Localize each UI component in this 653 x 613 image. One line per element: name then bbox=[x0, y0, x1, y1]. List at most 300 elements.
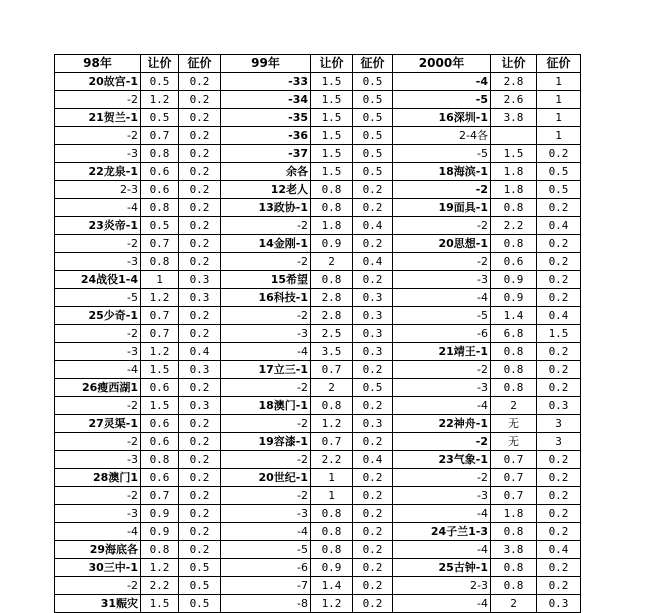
cell-requested-99: 0.2 bbox=[353, 487, 393, 505]
cell-requested-98: 0.2 bbox=[179, 415, 221, 433]
cell-concession-99: 0.8 bbox=[311, 181, 353, 199]
cell-name-2000: -4 bbox=[393, 541, 491, 559]
cell-requested-98: 0.3 bbox=[179, 289, 221, 307]
table-row bbox=[55, 253, 581, 271]
cell-name-98: -3 bbox=[55, 451, 141, 469]
cell-concession-98: 0.6 bbox=[141, 181, 179, 199]
cell-requested-2000: 0.2 bbox=[537, 505, 581, 523]
cell-requested-99: 0.5 bbox=[353, 73, 393, 91]
table-row bbox=[55, 487, 581, 505]
cell-concession-98: 1.2 bbox=[141, 91, 179, 109]
table-row bbox=[55, 217, 581, 235]
cell-concession-2000: 2.6 bbox=[491, 91, 537, 109]
cell-concession-99: 1.5 bbox=[311, 73, 353, 91]
cell-name-2000: -5 bbox=[393, 145, 491, 163]
cell-requested-99: 0.2 bbox=[353, 595, 393, 613]
cell-name-99: -2 bbox=[221, 415, 311, 433]
table-row bbox=[55, 415, 581, 433]
cell-concession-2000: 0.8 bbox=[491, 523, 537, 541]
cell-name-2000: 23气象-1 bbox=[393, 451, 491, 469]
cell-requested-99: 0.5 bbox=[353, 127, 393, 145]
cell-concession-98: 0.7 bbox=[141, 127, 179, 145]
cell-concession-2000: 无 bbox=[491, 433, 537, 451]
cell-requested-2000: 0.5 bbox=[537, 181, 581, 199]
cell-requested-98: 0.2 bbox=[179, 487, 221, 505]
cell-name-2000: -2 bbox=[393, 433, 491, 451]
cell-requested-98: 0.2 bbox=[179, 235, 221, 253]
cell-requested-98: 0.2 bbox=[179, 181, 221, 199]
cell-requested-99: 0.4 bbox=[353, 217, 393, 235]
cell-concession-98: 0.8 bbox=[141, 199, 179, 217]
cell-requested-2000: 1 bbox=[537, 91, 581, 109]
cell-concession-98: 0.8 bbox=[141, 451, 179, 469]
cell-requested-2000: 0.2 bbox=[537, 343, 581, 361]
cell-requested-2000: 0.2 bbox=[537, 469, 581, 487]
cell-concession-99: 1 bbox=[311, 469, 353, 487]
cell-requested-98: 0.2 bbox=[179, 127, 221, 145]
table-row bbox=[55, 595, 581, 613]
cell-name-2000: 20思想-1 bbox=[393, 235, 491, 253]
table-row bbox=[55, 181, 581, 199]
cell-name-98: 24战役1-4 bbox=[55, 271, 141, 289]
cell-concession-99: 0.9 bbox=[311, 235, 353, 253]
cell-requested-99: 0.2 bbox=[353, 235, 393, 253]
cell-name-99: -37 bbox=[221, 145, 311, 163]
cell-requested-98: 0.2 bbox=[179, 469, 221, 487]
table-row bbox=[55, 199, 581, 217]
cell-concession-2000: 2.2 bbox=[491, 217, 537, 235]
cell-requested-2000: 1 bbox=[537, 127, 581, 145]
cell-concession-2000 bbox=[491, 127, 537, 145]
cell-requested-99: 0.2 bbox=[353, 559, 393, 577]
cell-concession-98: 1.5 bbox=[141, 595, 179, 613]
cell-concession-99: 1.8 bbox=[311, 217, 353, 235]
cell-name-98: 27灵渠-1 bbox=[55, 415, 141, 433]
cell-name-98: -3 bbox=[55, 253, 141, 271]
cell-concession-99: 1.5 bbox=[311, 109, 353, 127]
cell-concession-98: 1.2 bbox=[141, 289, 179, 307]
cell-name-2000: 2-4各 bbox=[393, 127, 491, 145]
cell-name-2000: -3 bbox=[393, 487, 491, 505]
cell-concession-98: 1.5 bbox=[141, 361, 179, 379]
cell-requested-99: 0.2 bbox=[353, 397, 393, 415]
cell-concession-98: 0.5 bbox=[141, 109, 179, 127]
header-99-year: 99年 bbox=[221, 55, 311, 73]
cell-requested-98: 0.2 bbox=[179, 163, 221, 181]
cell-concession-98: 0.7 bbox=[141, 325, 179, 343]
table-row bbox=[55, 289, 581, 307]
cell-name-2000: -4 bbox=[393, 505, 491, 523]
cell-requested-2000: 1 bbox=[537, 109, 581, 127]
cell-concession-2000: 0.8 bbox=[491, 235, 537, 253]
cell-requested-98: 0.5 bbox=[179, 577, 221, 595]
cell-name-99: -7 bbox=[221, 577, 311, 595]
cell-name-99: -4 bbox=[221, 343, 311, 361]
cell-requested-99: 0.4 bbox=[353, 451, 393, 469]
cell-concession-99: 2 bbox=[311, 379, 353, 397]
cell-concession-99: 2 bbox=[311, 253, 353, 271]
table-row bbox=[55, 109, 581, 127]
cell-requested-99: 0.2 bbox=[353, 181, 393, 199]
header-99-requested-price: 征价 bbox=[353, 55, 393, 73]
cell-name-98: 23炎帝-1 bbox=[55, 217, 141, 235]
cell-concession-2000: 0.7 bbox=[491, 487, 537, 505]
cell-concession-2000: 2.8 bbox=[491, 73, 537, 91]
cell-concession-99: 0.8 bbox=[311, 505, 353, 523]
cell-name-2000: -3 bbox=[393, 379, 491, 397]
table-row bbox=[55, 343, 581, 361]
cell-name-99: 17立三-1 bbox=[221, 361, 311, 379]
cell-concession-2000: 0.8 bbox=[491, 379, 537, 397]
cell-concession-98: 0.8 bbox=[141, 541, 179, 559]
header-99-concession-price: 让价 bbox=[311, 55, 353, 73]
cell-concession-2000: 0.7 bbox=[491, 451, 537, 469]
cell-concession-2000: 1.8 bbox=[491, 163, 537, 181]
cell-name-98: 20故宫-1 bbox=[55, 73, 141, 91]
table-row bbox=[55, 433, 581, 451]
cell-concession-98: 0.6 bbox=[141, 469, 179, 487]
cell-name-99: 12老人 bbox=[221, 181, 311, 199]
cell-concession-2000: 0.8 bbox=[491, 577, 537, 595]
cell-concession-98: 0.8 bbox=[141, 145, 179, 163]
cell-requested-98: 0.2 bbox=[179, 109, 221, 127]
cell-requested-98: 0.5 bbox=[179, 595, 221, 613]
cell-name-98: -2 bbox=[55, 235, 141, 253]
table-row bbox=[55, 379, 581, 397]
cell-name-98: -5 bbox=[55, 289, 141, 307]
header-2000-year: 2000年 bbox=[393, 55, 491, 73]
cell-concession-2000: 3.8 bbox=[491, 109, 537, 127]
cell-requested-2000: 0.2 bbox=[537, 379, 581, 397]
cell-requested-98: 0.2 bbox=[179, 505, 221, 523]
cell-concession-2000: 0.8 bbox=[491, 199, 537, 217]
cell-requested-98: 0.3 bbox=[179, 361, 221, 379]
cell-concession-2000: 6.8 bbox=[491, 325, 537, 343]
cell-name-98: -3 bbox=[55, 343, 141, 361]
cell-requested-2000: 0.2 bbox=[537, 487, 581, 505]
cell-concession-98: 2.2 bbox=[141, 577, 179, 595]
cell-name-99: -33 bbox=[221, 73, 311, 91]
cell-requested-99: 0.2 bbox=[353, 505, 393, 523]
cell-requested-98: 0.2 bbox=[179, 307, 221, 325]
cell-name-2000: -2 bbox=[393, 217, 491, 235]
cell-requested-2000: 0.2 bbox=[537, 271, 581, 289]
cell-name-2000: -2 bbox=[393, 361, 491, 379]
cell-concession-98: 0.7 bbox=[141, 235, 179, 253]
cell-requested-2000: 0.2 bbox=[537, 451, 581, 469]
cell-concession-2000: 0.8 bbox=[491, 559, 537, 577]
cell-concession-99: 1.4 bbox=[311, 577, 353, 595]
header-2000-requested-price: 征价 bbox=[537, 55, 581, 73]
cell-requested-99: 0.2 bbox=[353, 361, 393, 379]
cell-concession-99: 0.7 bbox=[311, 361, 353, 379]
header-98-requested-price: 征价 bbox=[179, 55, 221, 73]
cell-requested-99: 0.4 bbox=[353, 253, 393, 271]
cell-name-99: -2 bbox=[221, 451, 311, 469]
table-row bbox=[55, 91, 581, 109]
cell-name-2000: -2 bbox=[393, 253, 491, 271]
cell-concession-99: 1 bbox=[311, 487, 353, 505]
cell-requested-99: 0.2 bbox=[353, 469, 393, 487]
cell-requested-99: 0.5 bbox=[353, 379, 393, 397]
cell-concession-99: 1.2 bbox=[311, 595, 353, 613]
cell-name-98: 2-3 bbox=[55, 181, 141, 199]
cell-concession-99: 2.5 bbox=[311, 325, 353, 343]
cell-name-99: -2 bbox=[221, 379, 311, 397]
table-row bbox=[55, 325, 581, 343]
cell-requested-98: 0.2 bbox=[179, 451, 221, 469]
cell-requested-98: 0.2 bbox=[179, 199, 221, 217]
cell-name-99: -5 bbox=[221, 541, 311, 559]
cell-name-2000: -4 bbox=[393, 397, 491, 415]
cell-name-99: 19容漆-1 bbox=[221, 433, 311, 451]
cell-name-2000: 19面具-1 bbox=[393, 199, 491, 217]
cell-requested-2000: 0.5 bbox=[537, 163, 581, 181]
cell-name-98: 26瘦西湖1 bbox=[55, 379, 141, 397]
cell-name-2000: -6 bbox=[393, 325, 491, 343]
cell-concession-99: 0.8 bbox=[311, 271, 353, 289]
table-row bbox=[55, 451, 581, 469]
cell-concession-99: 0.9 bbox=[311, 559, 353, 577]
cell-requested-98: 0.2 bbox=[179, 325, 221, 343]
table-row bbox=[55, 127, 581, 145]
cell-concession-2000: 3.8 bbox=[491, 541, 537, 559]
table-row bbox=[55, 307, 581, 325]
cell-concession-2000: 1.8 bbox=[491, 505, 537, 523]
cell-requested-99: 0.5 bbox=[353, 145, 393, 163]
cell-concession-99: 1.5 bbox=[311, 163, 353, 181]
cell-name-2000: -5 bbox=[393, 91, 491, 109]
cell-requested-2000: 3 bbox=[537, 433, 581, 451]
cell-name-98: 21贺兰-1 bbox=[55, 109, 141, 127]
cell-name-2000: 24子兰1-3 bbox=[393, 523, 491, 541]
cell-concession-98: 1 bbox=[141, 271, 179, 289]
header-row bbox=[55, 55, 581, 73]
cell-concession-2000: 1.4 bbox=[491, 307, 537, 325]
cell-name-2000: -4 bbox=[393, 289, 491, 307]
table-row bbox=[55, 505, 581, 523]
cell-name-99: -2 bbox=[221, 307, 311, 325]
cell-concession-99: 1.5 bbox=[311, 145, 353, 163]
cell-concession-98: 1.5 bbox=[141, 397, 179, 415]
header-2000-concession-price: 让价 bbox=[491, 55, 537, 73]
cell-requested-99: 0.3 bbox=[353, 307, 393, 325]
table-row bbox=[55, 559, 581, 577]
cell-requested-2000: 0.2 bbox=[537, 235, 581, 253]
cell-concession-99: 2.8 bbox=[311, 307, 353, 325]
cell-concession-98: 0.6 bbox=[141, 163, 179, 181]
cell-requested-98: 0.2 bbox=[179, 433, 221, 451]
table-row bbox=[55, 163, 581, 181]
cell-requested-2000: 0.4 bbox=[537, 307, 581, 325]
cell-requested-98: 0.2 bbox=[179, 73, 221, 91]
cell-name-99: -2 bbox=[221, 487, 311, 505]
cell-concession-98: 0.6 bbox=[141, 379, 179, 397]
cell-requested-2000: 1.5 bbox=[537, 325, 581, 343]
cell-name-2000: 2-3 bbox=[393, 577, 491, 595]
cell-name-99: -3 bbox=[221, 325, 311, 343]
cell-name-98: -2 bbox=[55, 577, 141, 595]
cell-name-99: 18澳门-1 bbox=[221, 397, 311, 415]
cell-name-2000: 16深圳-1 bbox=[393, 109, 491, 127]
cell-name-98: -3 bbox=[55, 145, 141, 163]
cell-requested-2000: 0.4 bbox=[537, 541, 581, 559]
cell-requested-99: 0.3 bbox=[353, 289, 393, 307]
cell-concession-98: 0.9 bbox=[141, 505, 179, 523]
cell-requested-99: 0.2 bbox=[353, 199, 393, 217]
cell-name-2000: -2 bbox=[393, 181, 491, 199]
cell-requested-2000: 0.2 bbox=[537, 361, 581, 379]
cell-name-99: -2 bbox=[221, 217, 311, 235]
cell-concession-99: 1.2 bbox=[311, 415, 353, 433]
cell-requested-99: 0.3 bbox=[353, 415, 393, 433]
cell-name-99: -2 bbox=[221, 253, 311, 271]
cell-concession-99: 1.5 bbox=[311, 127, 353, 145]
table-row bbox=[55, 235, 581, 253]
cell-concession-99: 2.2 bbox=[311, 451, 353, 469]
cell-name-99: 14金刚-1 bbox=[221, 235, 311, 253]
cell-name-2000: 18海滨-1 bbox=[393, 163, 491, 181]
cell-concession-98: 0.8 bbox=[141, 253, 179, 271]
cell-concession-2000: 无 bbox=[491, 415, 537, 433]
table-row bbox=[55, 145, 581, 163]
cell-requested-99: 0.5 bbox=[353, 91, 393, 109]
table-row bbox=[55, 271, 581, 289]
cell-requested-2000: 0.2 bbox=[537, 199, 581, 217]
cell-requested-98: 0.3 bbox=[179, 397, 221, 415]
cell-concession-2000: 1.8 bbox=[491, 181, 537, 199]
cell-concession-98: 0.9 bbox=[141, 523, 179, 541]
cell-requested-99: 0.3 bbox=[353, 343, 393, 361]
cell-concession-2000: 0.6 bbox=[491, 253, 537, 271]
table-row bbox=[55, 361, 581, 379]
cell-name-98: -4 bbox=[55, 361, 141, 379]
cell-concession-98: 1.2 bbox=[141, 559, 179, 577]
cell-name-98: -2 bbox=[55, 433, 141, 451]
cell-name-99: 余各 bbox=[221, 163, 311, 181]
cell-name-99: -6 bbox=[221, 559, 311, 577]
cell-concession-2000: 1.5 bbox=[491, 145, 537, 163]
table-row bbox=[55, 73, 581, 91]
cell-name-2000: 21靖王-1 bbox=[393, 343, 491, 361]
table-row bbox=[55, 469, 581, 487]
cell-requested-2000: 0.4 bbox=[537, 217, 581, 235]
cell-name-98: 25少奇-1 bbox=[55, 307, 141, 325]
cell-concession-2000: 0.7 bbox=[491, 469, 537, 487]
cell-requested-98: 0.4 bbox=[179, 343, 221, 361]
cell-requested-2000: 0.2 bbox=[537, 145, 581, 163]
cell-name-99: -4 bbox=[221, 523, 311, 541]
cell-requested-98: 0.2 bbox=[179, 91, 221, 109]
cell-concession-2000: 2 bbox=[491, 397, 537, 415]
cell-concession-98: 0.6 bbox=[141, 433, 179, 451]
cell-concession-98: 1.2 bbox=[141, 343, 179, 361]
table-body bbox=[55, 73, 581, 613]
cell-concession-99: 0.7 bbox=[311, 433, 353, 451]
cell-name-98: 28澳门1 bbox=[55, 469, 141, 487]
cell-name-2000: -3 bbox=[393, 271, 491, 289]
cell-concession-99: 0.8 bbox=[311, 397, 353, 415]
cell-name-98: -2 bbox=[55, 127, 141, 145]
cell-name-99: -35 bbox=[221, 109, 311, 127]
cell-concession-2000: 0.8 bbox=[491, 361, 537, 379]
cell-concession-99: 2.8 bbox=[311, 289, 353, 307]
table-row bbox=[55, 523, 581, 541]
table-row bbox=[55, 541, 581, 559]
price-table bbox=[54, 54, 581, 613]
cell-requested-99: 0.2 bbox=[353, 433, 393, 451]
cell-concession-98: 0.5 bbox=[141, 73, 179, 91]
cell-concession-2000: 0.8 bbox=[491, 343, 537, 361]
cell-name-98: -2 bbox=[55, 487, 141, 505]
cell-requested-99: 0.2 bbox=[353, 577, 393, 595]
cell-concession-98: 0.5 bbox=[141, 217, 179, 235]
cell-requested-99: 0.2 bbox=[353, 271, 393, 289]
cell-name-98: -2 bbox=[55, 397, 141, 415]
cell-requested-2000: 0.2 bbox=[537, 559, 581, 577]
cell-requested-2000: 0.2 bbox=[537, 523, 581, 541]
cell-name-99: -8 bbox=[221, 595, 311, 613]
cell-requested-99: 0.5 bbox=[353, 163, 393, 181]
cell-name-99: -36 bbox=[221, 127, 311, 145]
cell-name-98: 31赈灾 bbox=[55, 595, 141, 613]
cell-name-2000: -4 bbox=[393, 595, 491, 613]
cell-requested-98: 0.2 bbox=[179, 145, 221, 163]
cell-requested-2000: 1 bbox=[537, 73, 581, 91]
cell-name-98: 22龙泉-1 bbox=[55, 163, 141, 181]
cell-requested-2000: 0.2 bbox=[537, 577, 581, 595]
cell-name-2000: -2 bbox=[393, 469, 491, 487]
cell-name-98: -2 bbox=[55, 91, 141, 109]
table-row bbox=[55, 577, 581, 595]
cell-concession-2000: 0.9 bbox=[491, 271, 537, 289]
cell-requested-2000: 3 bbox=[537, 415, 581, 433]
cell-concession-2000: 0.9 bbox=[491, 289, 537, 307]
cell-name-98: 29海底各 bbox=[55, 541, 141, 559]
cell-name-2000: 25古钟-1 bbox=[393, 559, 491, 577]
table-row bbox=[55, 397, 581, 415]
cell-name-99: 16科技-1 bbox=[221, 289, 311, 307]
cell-concession-99: 3.5 bbox=[311, 343, 353, 361]
cell-requested-2000: 0.3 bbox=[537, 595, 581, 613]
cell-requested-99: 0.5 bbox=[353, 109, 393, 127]
cell-name-2000: -4 bbox=[393, 73, 491, 91]
header-98-year: 98年 bbox=[55, 55, 141, 73]
cell-requested-98: 0.2 bbox=[179, 253, 221, 271]
cell-name-98: -4 bbox=[55, 199, 141, 217]
cell-name-98: 30三中-1 bbox=[55, 559, 141, 577]
header-98-concession-price: 让价 bbox=[141, 55, 179, 73]
cell-requested-98: 0.2 bbox=[179, 217, 221, 235]
cell-name-98: -3 bbox=[55, 505, 141, 523]
cell-requested-2000: 0.2 bbox=[537, 289, 581, 307]
cell-requested-98: 0.2 bbox=[179, 523, 221, 541]
cell-name-99: 15希望 bbox=[221, 271, 311, 289]
cell-name-99: 13政协-1 bbox=[221, 199, 311, 217]
cell-concession-99: 0.8 bbox=[311, 523, 353, 541]
cell-requested-98: 0.2 bbox=[179, 541, 221, 559]
cell-name-2000: 22神舟-1 bbox=[393, 415, 491, 433]
cell-concession-99: 0.8 bbox=[311, 541, 353, 559]
cell-name-98: -2 bbox=[55, 325, 141, 343]
cell-concession-2000: 2 bbox=[491, 595, 537, 613]
cell-requested-99: 0.2 bbox=[353, 541, 393, 559]
cell-requested-2000: 0.2 bbox=[537, 253, 581, 271]
cell-name-2000: -5 bbox=[393, 307, 491, 325]
cell-requested-99: 0.2 bbox=[353, 523, 393, 541]
cell-concession-99: 1.5 bbox=[311, 91, 353, 109]
cell-requested-99: 0.3 bbox=[353, 325, 393, 343]
